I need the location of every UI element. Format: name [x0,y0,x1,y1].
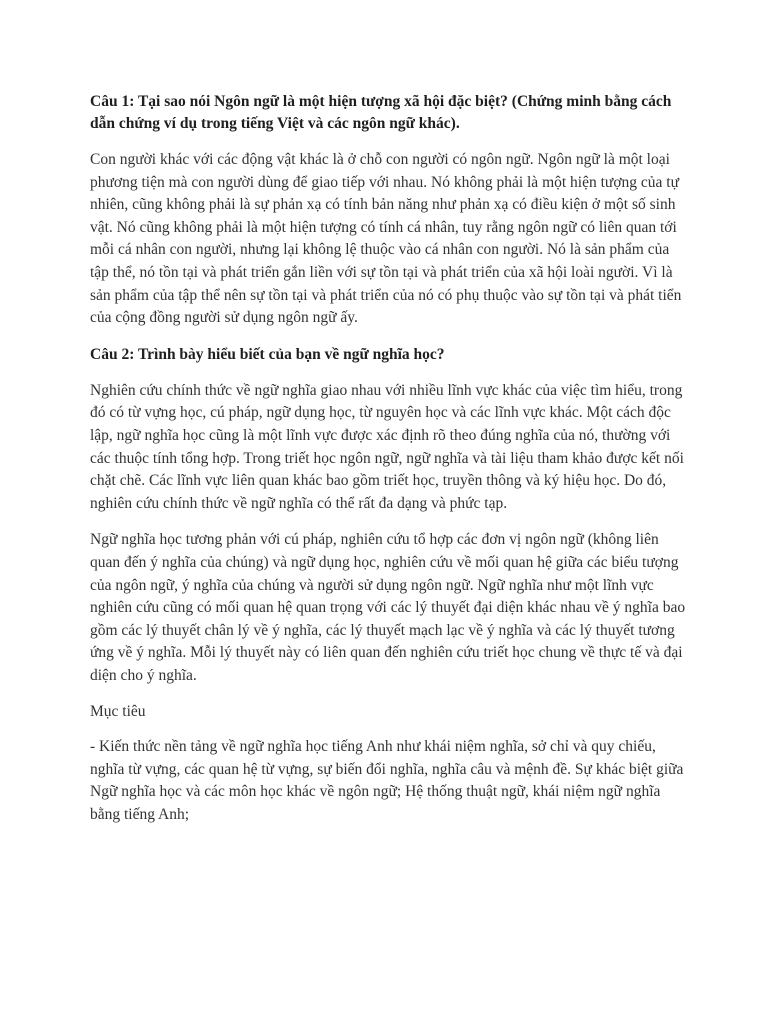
question-2-paragraph-2: Ngữ nghĩa học tương phản với cú pháp, nghiên cứu tổ hợp các đơn vị ngôn ngữ (không liên quan đến ý nghĩa của chúng) và ngữ dụng học, nghiên cứu về mối quan hệ giữa các biểu tượng của ngôn ngữ, ý nghĩa của chúng và người sử dụng ngôn ngữ. Ngữ nghĩa như một lĩnh vực nghiên cứu cũng có mối quan hệ quan trọng với các lý thuyết đại diện khác nhau về ý nghĩa bao gồm các lý thuyết chân lý về ý nghĩa, các lý thuyết mạch lạc về ý nghĩa và các lý thuyết tương ứng về ý nghĩa. Mỗi lý thuyết này có liên quan đến nghiên cứu triết học chung về thực tế và đại diện cho ý nghĩa. [90,531,686,684]
objective-label: Mục tiêu [90,703,146,721]
question-2-heading: Câu 2: Trình bày hiểu biết của bạn về ngữ nghĩa học? [90,345,445,363]
question-2-paragraph-1: Nghiên cứu chính thức về ngữ nghĩa giao nhau với nhiều lĩnh vực khác của việc tìm hiểu, trong đó có từ vựng học, cú pháp, ngữ dụng học, từ nguyên học và các lĩnh vực khác. Một cách độc lập, ngữ nghĩa học cũng là một lĩnh vực được xác định rõ theo đúng nghĩa của nó, thường với các thuộc tính tổng hợp. Trong triết học ngôn ngữ, ngữ nghĩa và tài liệu tham khảo được kết nối chặt chẽ. Các lĩnh vực liên quan khác bao gồm triết học, truyền thông và ký hiệu học. Do đó, nghiên cứu chính thức về ngữ nghĩa có thể rất đa dạng và phức tạp. [90,381,684,512]
question-1-heading: Câu 1: Tại sao nói Ngôn ngữ là một hiện tượng xã hội đặc biệt? (Chứng minh bằng cách dẫn chứng ví dụ trong tiếng Việt và các ngôn ngữ khác). [90,93,672,132]
objective-text: - Kiến thức nền tảng về ngữ nghĩa học tiếng Anh như khái niệm nghĩa, sở chỉ và quy chiếu, nghĩa từ vựng, các quan hệ từ vựng, sự biến đổi nghĩa, nghĩa câu và mệnh đề. Sự khác biệt giữa Ngữ nghĩa học và các môn học khác về ngôn ngữ; Hệ thống thuật ngữ, khái niệm ngữ nghĩa bằng tiếng Anh; [90,738,684,823]
question-1-answer: Con người khác với các động vật khác là ở chỗ con người có ngôn ngữ. Ngôn ngữ là một loại phương tiện mà con người dùng để giao tiếp với nhau. Nó không phải là một hiện tượng của tự nhiên, cũng không phải là sự phản xạ có tính bản năng như phản xạ có điều kiện ở một số sinh vật. Nó cũng không phải là một hiện tượng có tính cá nhân, tuy rằng ngôn ngữ có liên quan tới mỗi cá nhân con người, nhưng lại không lệ thuộc vào cá nhân con người. Nó là sản phẩm của tập thể, nó tồn tại và phát triển gắn liền với sự tồn tại và phát triển của xã hội loài người. Vì là sản phẩm của tập thể nên sự tồn tại và phát triển của nó có phụ thuộc vào sự tồn tại và phát tiển của cộng đồng người sử dụng ngôn ngữ ấy. [90,151,682,327]
document-page [90,91,690,840]
